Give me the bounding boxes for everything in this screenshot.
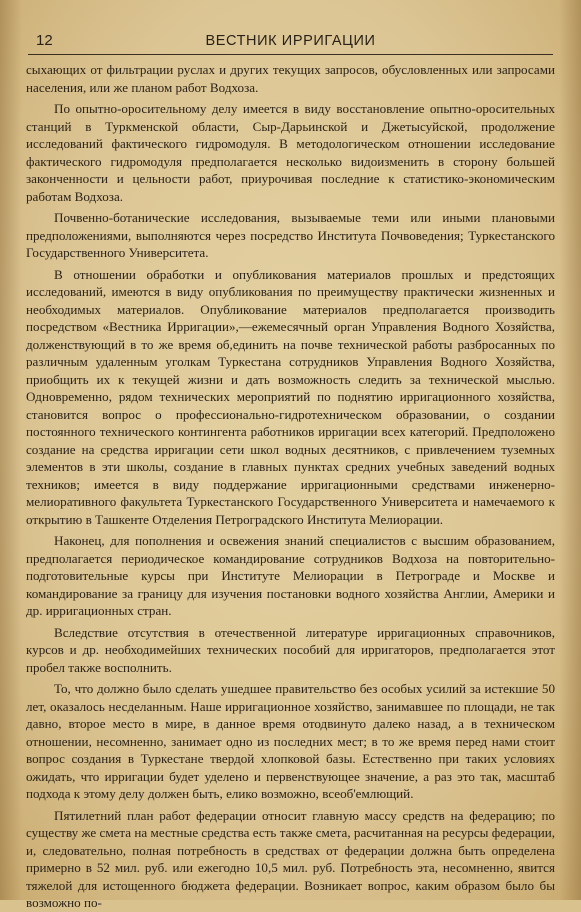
journal-title: ВЕСТНИК ИРРИГАЦИИ — [205, 33, 376, 49]
paragraph-five-year-plan: Пятилетний план работ федерации относит главную массу средств на федерацию; по существу же смета на местные средства есть также смета, расчитанная на ресурсы федерации, и, следовательно, полная потребность в средствах от федерации должна быть определена примерно в 52 мил. руб. или ежегодно 10,5 мил. руб. Потребность эта, несомненно, явится тяжелой для истощенного бюджета федерации. Возникает вопрос, каким образом было бы возможно по- — [26, 807, 555, 910]
paragraph-experimental-irrigation: По опытно-оросительному делу имеется в виду восстановление опытно-оросительных станций в Туркменской области, Сыр-Дарьинской и Джетысуйской, продолжение исследований фактического гидромодуля. В методологическом отношении исследование фактического гидромодуля предполагается несколько видоизменить в сторону большей законченности и цельности работ, приурочивая последние к статистико-экономическим работам Водхоза. — [26, 101, 555, 204]
paragraph-government-legacy: То, что должно было сделать ушедшее правительство без особых усилий за истекшие 50 лет, оказалось несделанным. Наше ирригационное хозяйство, занимавшее по площади, не так давно, второе место в мире, в данное время отодвинуто далеко назад, а в техническом отношении, несомненно, занимает одно из последних мест; в то же время перед нами стоит вопрос создания в Туркестане твердой хлопковой базы. Естественно при таких условиях ожидать, что ирригации будет уделено и первенствующее значение, а раз это так, масштаб подхода к этому делу должен быть, елико возможно, всеоб'емлющий. — [26, 681, 555, 801]
article-body — [26, 61, 555, 912]
page-shadow-left — [0, 0, 22, 900]
page-number: 12 — [36, 32, 53, 49]
paragraph-continuation: сыхающих от фильтрации руслах и других текущих запросов, обусловленных или запросами населения, или же планом работ Водхоза. — [26, 62, 555, 95]
page-header — [28, 28, 553, 55]
paragraph-specialist-training: Наконец, для пополнения и освежения знаний специалистов с высшим образованием, предполагается периодическое командирование сотрудников Водхоза на повторительно-подготовительные курсы при Институте Мелиорации в Петрограде и Москве и командирование за границу для изучения постановки водного хозяйства Англии, Америки и др. ирригационных стран. — [26, 533, 555, 618]
paragraph-publication-education: В отношении обработки и опубликования материалов прошлых и предстоящих исследований, имеются в виду опубликования по преимуществу практически жизненных и необходимых материалов. Опубликование материалов предполагается производить посредством «Вестника Ирригации»,—ежемесячный орган Управления Водного Хозяйства, долженствующий в то же время об,единить на почве технической работы разбросанных по различным удаленным уголкам Туркестана сотрудников Управления Водного Хозяйства, приобщить их к текущей жизни и дать возможность следить за технической мыслью. Одновременно, рядом технических мероприятий по поднятию ирригационного хозяйства, становится вопрос о профессионально-гидротехническом образовании, о создании постоянного технического контингента работников ирригации всех категорий. Предположено создание на средства ирригации сети школ водных десятников, с привлечением туземных элементов в эти школы, создание в главных пунктах средних учебных заведений водных техников; имеется в виду поддержание ирригационными средствами инженерно-мелиоративного факультета Туркестанского Государственного Университета и намечаемого к открытию в Ташкенте Отделения Петроградского Института Мелиорации. — [26, 266, 555, 527]
page-shadow-right — [559, 0, 581, 900]
paragraph-soil-botanical: Почвенно-ботанические исследования, вызываемые теми или иными плановыми предположениями, выполняются через посредство Института Почвоведения; Туркестанского Государственного Университета. — [26, 210, 555, 260]
paragraph-reference-literature: Вследствие отсутствия в отечественной литературе ирригационных справочников, курсов и др. необходимейших технических пособий для ирригаторов, предполагается этот пробел также восполнить. — [26, 624, 555, 675]
